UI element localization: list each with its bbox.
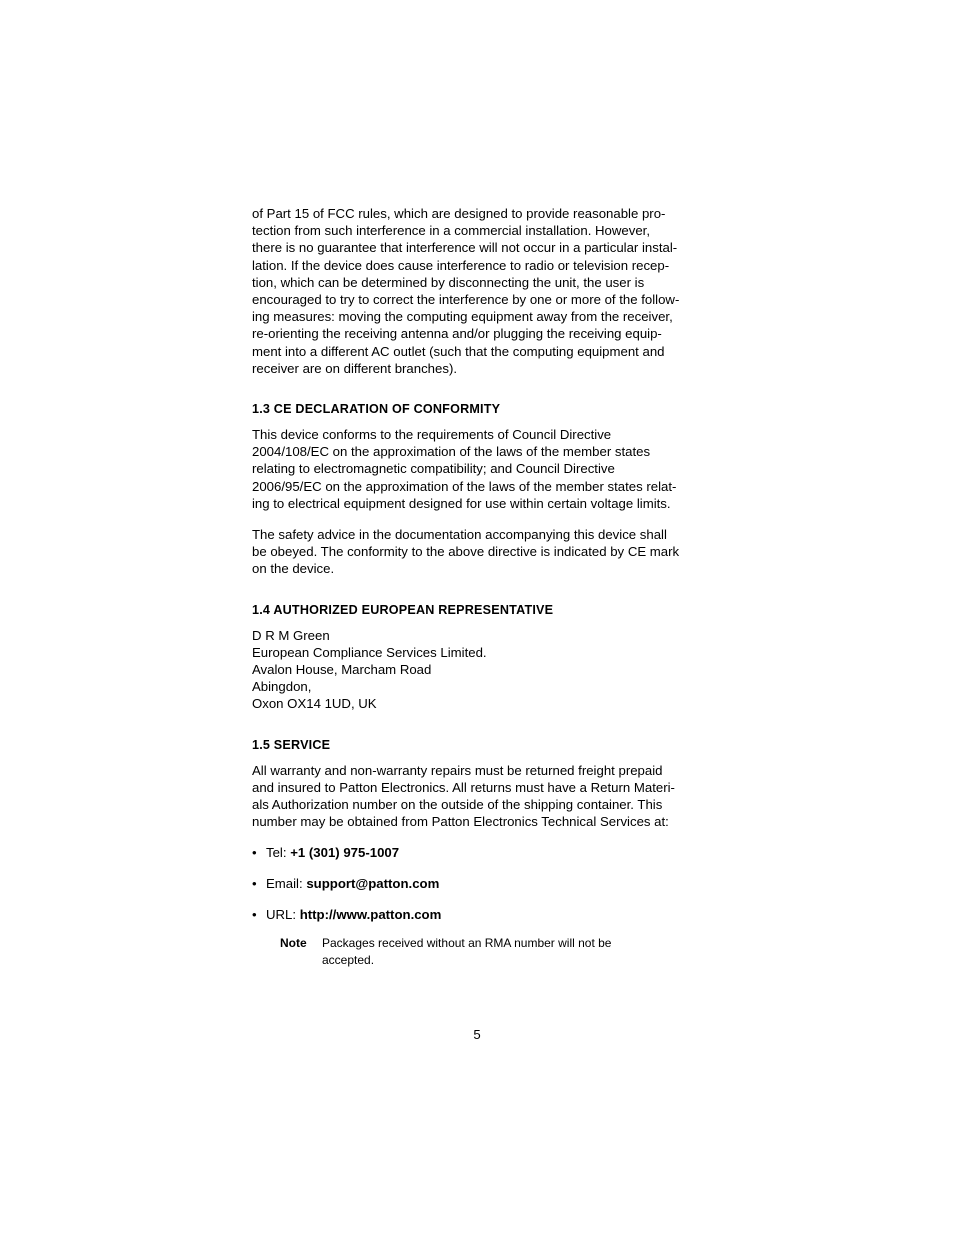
text-line: This device conforms to the requirements of Council Directive bbox=[252, 427, 612, 443]
address-line: European Compliance Services Limited. bbox=[252, 644, 487, 660]
text-line: encouraged to try to correct the interference by one or more of the follow- bbox=[252, 292, 680, 308]
bullet-icon: • bbox=[252, 876, 257, 892]
text-line: ing measures: moving the computing equipment away from the receiver, bbox=[252, 309, 673, 325]
contact-email bbox=[252, 875, 704, 892]
tel-value[interactable]: +1 (301) 975-1007 bbox=[290, 845, 400, 861]
text-line: 2004/108/EC on the approximation of the laws of the member states bbox=[252, 444, 651, 460]
address-line: Abingdon, bbox=[252, 679, 312, 695]
text-line: tection from such interference in a commercial installation. However, bbox=[252, 223, 650, 239]
note-label: Note bbox=[280, 936, 307, 951]
text-line: ing to electrical equipment designed for use within certain voltage limits. bbox=[252, 495, 671, 511]
text-line: of Part 15 of FCC rules, which are designed to provide reasonable pro- bbox=[252, 206, 666, 221]
text-line: ment into a different AC outlet (such that the computing equipment and bbox=[252, 343, 665, 359]
ce-paragraph-1 bbox=[252, 426, 704, 512]
tel-label: Tel: bbox=[266, 845, 291, 861]
text-line: relating to electromagnetic compatibility; and Council Directive bbox=[252, 461, 615, 477]
address-line: Avalon House, Marcham Road bbox=[252, 662, 432, 678]
text-line: on the device. bbox=[252, 561, 335, 577]
text-line: 2006/95/EC on the approximation of the laws of the member states relat- bbox=[252, 478, 677, 494]
address-line: Oxon OX14 1UD, UK bbox=[252, 696, 377, 712]
page-number: 5 bbox=[473, 1027, 481, 1042]
note-block bbox=[252, 935, 704, 968]
document-page bbox=[252, 205, 704, 968]
contact-tel bbox=[252, 844, 704, 861]
note-line: Packages received without an RMA number will not be bbox=[322, 936, 612, 951]
email-label: Email: bbox=[266, 876, 307, 892]
text-line: re-orienting the receiving antenna and/or plugging the receiving equip- bbox=[252, 326, 662, 342]
section-heading-service: 1.5 SERVICE bbox=[252, 737, 331, 752]
text-line: and insured to Patton Electronics. All returns must have a Return Materi- bbox=[252, 779, 675, 795]
email-link[interactable]: support@patton.com bbox=[306, 876, 440, 892]
text-line: als Authorization number on the outside of the shipping container. This bbox=[252, 797, 663, 813]
fcc-paragraph bbox=[252, 205, 704, 377]
text-line: be obeyed. The conformity to the above directive is indicated by CE mark bbox=[252, 544, 680, 560]
text-line: receiver are on different branches). bbox=[252, 360, 458, 376]
note-line: accepted. bbox=[322, 952, 375, 967]
address-line: D R M Green bbox=[252, 627, 330, 643]
text-line: number may be obtained from Patton Electronics Technical Services at: bbox=[252, 814, 669, 830]
text-line: All warranty and non-warranty repairs must be returned freight prepaid bbox=[252, 762, 663, 778]
text-line: tion, which can be determined by disconnecting the unit, the user is bbox=[252, 274, 645, 290]
section-heading-representative: 1.4 AUTHORIZED EUROPEAN REPRESENTATIVE bbox=[252, 602, 554, 617]
text-line: there is no guarantee that interference will not occur in a particular instal- bbox=[252, 240, 678, 256]
text-line: lation. If the device does cause interference to radio or television recep- bbox=[252, 257, 670, 273]
bullet-icon: • bbox=[252, 845, 257, 861]
ce-paragraph-2 bbox=[252, 526, 704, 578]
representative-address bbox=[252, 627, 704, 713]
url-link[interactable]: http://www.patton.com bbox=[299, 907, 442, 923]
service-paragraph bbox=[252, 762, 704, 831]
contact-url bbox=[252, 906, 704, 923]
text-line: The safety advice in the documentation accompanying this device shall bbox=[252, 527, 667, 543]
bullet-icon: • bbox=[252, 907, 257, 923]
section-heading-ce: 1.3 CE DECLARATION OF CONFORMITY bbox=[252, 402, 501, 417]
url-label: URL: bbox=[266, 907, 300, 923]
